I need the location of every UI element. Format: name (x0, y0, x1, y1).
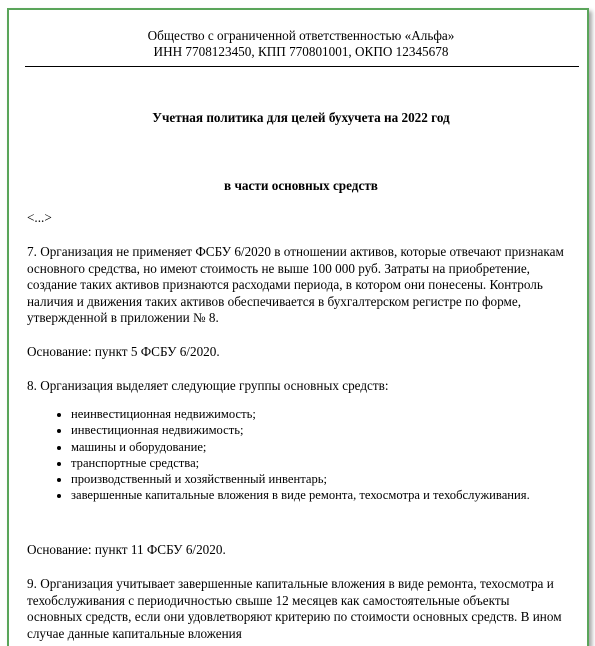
organization-ids: ИНН 7708123450, КПП 770801001, ОКПО 12345678 (153, 44, 449, 59)
document-subtitle: в части основных средств (224, 178, 378, 193)
document-header (25, 28, 577, 60)
basis-paragraph-8: Основание: пункт 11 ФСБУ 6/2020. (27, 542, 226, 557)
ellipsis-marker: <...> (27, 210, 52, 225)
list-item: • неинвестиционная недвижимость; (71, 406, 589, 422)
organization-name: Общество с ограниченной ответственностью «Альфа» (147, 28, 455, 43)
list-item: • машины и оборудование; (71, 439, 589, 455)
list-item: • инвестиционная недвижимость; (71, 422, 589, 438)
list-item: • производственный и хозяйственный инвентарь; (71, 471, 589, 487)
asset-groups-list (27, 406, 589, 504)
paragraph-9: 9. Организация учитывает завершенные капитальные вложения в виде ремонта, техосмотра и техобслуживания с периодичностью свыше 12 месяцев как самостоятельные объекты основных средств, если они удовлетворяют критерию по стоимости основных средств. В ином случае данные капитальные вложения (27, 576, 562, 641)
header-divider (25, 66, 579, 67)
paragraph-7: 7. Организация не применяет ФСБУ 6/2020 в отношении активов, которые отвечают признакам основного средства, но имеют стоимость не выше 100 000 руб. Затраты на приобретение, создание таких активов признаются расходами периода, в котором они понесены. Контроль наличия и движения таких активов обеспечивается в бухгалтерском регистре по форме, утвержденной в приложении № 8. (27, 244, 564, 325)
basis-paragraph-7: Основание: пункт 5 ФСБУ 6/2020. (27, 344, 220, 359)
document-title: Учетная политика для целей бухучета на 2022 год (152, 110, 450, 125)
list-item: • транспортные средства; (71, 455, 589, 471)
document-frame (7, 8, 589, 646)
paragraph-8: 8. Организация выделяет следующие группы основных средств: (27, 378, 389, 393)
list-item: • завершенные капитальные вложения в виде ремонта, техосмотра и техобслуживания. (71, 487, 589, 503)
